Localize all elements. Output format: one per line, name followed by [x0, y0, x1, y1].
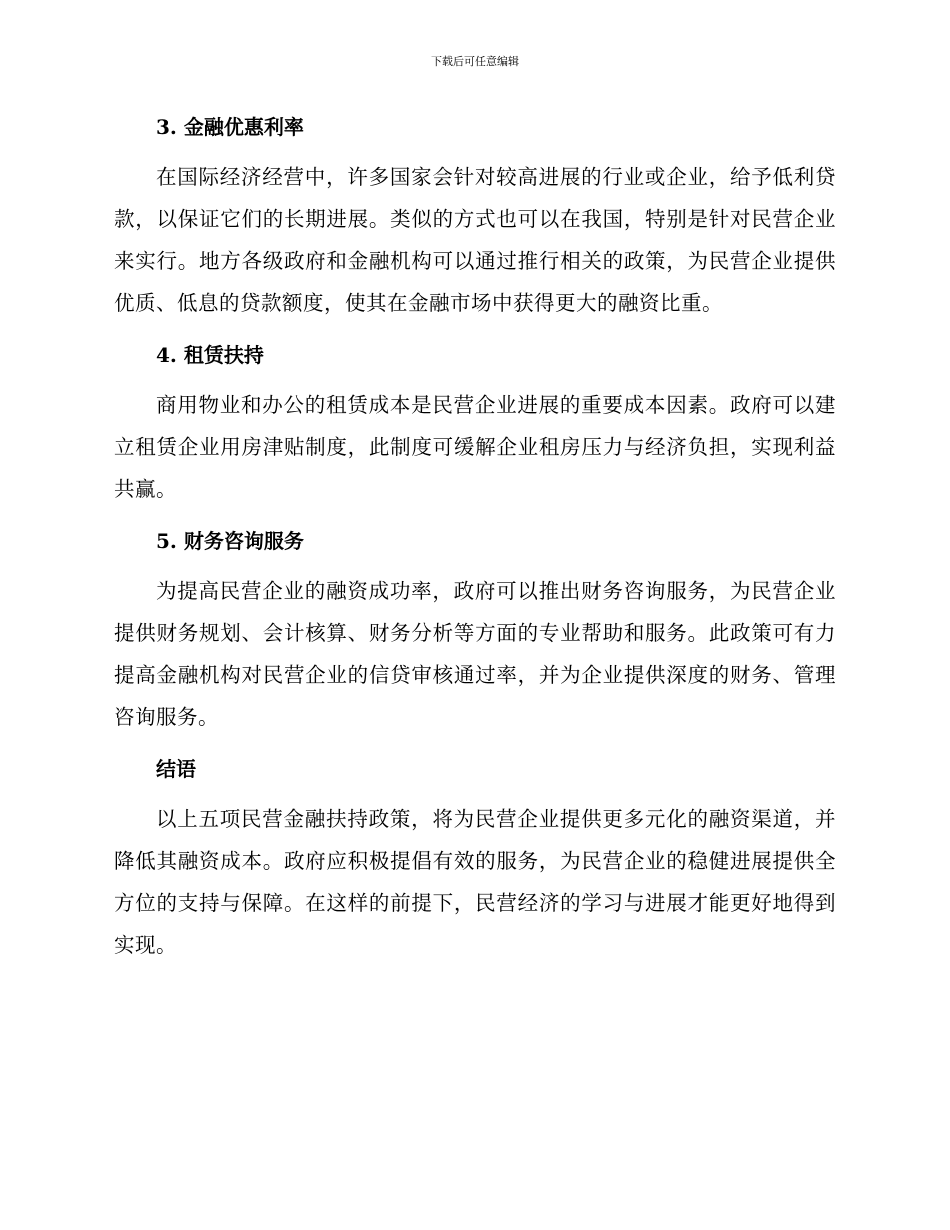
section-paragraph-financial-rate: 在国际经济经营中，许多国家会针对较高进展的行业或企业，给予低利贷款，以保证它们的长期进展。类似的方式也可以在我国，特别是针对民营企业来实行。地方各级政府和金融机构可以通过推行相关的政策，为民营企业提供优质、低息的贷款额度，使其在金融市场中获得更大的融资比重。	[114, 165, 836, 315]
section-paragraph-lease-support: 商用物业和办公的租赁成本是民营企业进展的重要成本因素。政府可以建立租赁企业用房津贴制度，此制度可缓解企业租房压力与经济负担，实现利益共赢。	[114, 393, 836, 501]
document-body	[114, 108, 836, 966]
page-header-note: 下载后可任意编辑	[431, 55, 519, 68]
section-paragraph-conclusion: 以上五项民营金融扶持政策，将为民营企业提供更多元化的融资渠道，并降低其融资成本。政府应积极提倡有效的服务，为民营企业的稳健进展提供全方位的支持与保障。在这样的前提下，民营经济的学习与进展才能更好地得到实现。	[114, 807, 836, 957]
section-title-conclusion: 结语	[156, 757, 196, 781]
section-title-financial-rate: 3. 金融优惠利率	[156, 115, 304, 139]
section-title-financial-consulting: 5. 财务咨询服务	[156, 529, 304, 553]
section-title-lease-support: 4. 租赁扶持	[156, 343, 264, 367]
section-paragraph-financial-consulting: 为提高民营企业的融资成功率，政府可以推出财务咨询服务，为民营企业提供财务规划、会计核算、财务分析等方面的专业帮助和服务。此政策可有力提高金融机构对民营企业的信贷审核通过率，并为企业提供深度的财务、管理咨询服务。	[114, 579, 836, 729]
